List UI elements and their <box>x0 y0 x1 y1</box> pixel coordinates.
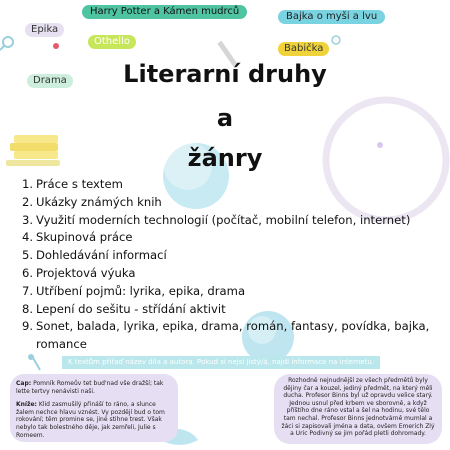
page-title-line1: Literarní druhy <box>123 60 327 88</box>
list-item-number: 8. <box>22 301 34 316</box>
list-item <box>22 265 432 283</box>
note-right-text: Rozhodně nejnudnější ze všech předmětů byly dějiny čar a kouzel, jediný předmět, na který měli ducha. Profesor Binns byl už opravdu velice starý. Jednou usnul před krbem ve sborovně, a když příštího dne ráno vstal a šel na hodinu, své tělo tam nechal. Profesor Binns jednotvárně mumlal a žáci si zapisovali jména a data, ovšem Emerich Zlý a Uric Podivný se jim pořád pletli dohromady. <box>281 377 435 438</box>
page-title-line3: žánry <box>187 144 263 172</box>
list-item <box>22 283 432 301</box>
list-item-text: Využití moderních technologií (počítač, mobilní telefon, internet) <box>36 212 411 227</box>
note-left-text <box>16 380 174 439</box>
list-item-number: 7. <box>22 283 34 298</box>
list-item-text: Ukázky známých knih <box>36 194 162 209</box>
note-left-knize-text: Klid zasmušilý přináší to ráno, a slunce žalem nechce hlavu vznést. Vy pozdějí bud o tom rokování; těm promine se, jiné stihne trest. Však nebylo tak bolestného děje, jak zemřeli, Julie s Romeem. <box>16 401 165 439</box>
list-item-text: Utříbení pojmů: lyrika, epika, drama <box>36 283 246 298</box>
list-item-text: Sonet, balada, lyrika, epika, drama, román, fantasy, povídka, bajka, romance <box>36 319 430 352</box>
list-item <box>22 318 432 354</box>
note-left-cap-text: Pomník Romeův tet bud'nad vše dražší; tak lette tertvy nenávisti naši. <box>16 380 164 395</box>
list-item-number: 3. <box>22 212 34 227</box>
dot-decoration <box>53 43 59 49</box>
star-icon <box>28 354 40 370</box>
list-item <box>22 247 432 265</box>
list-item-text: Lepení do sešitu - střídání aktivit <box>36 301 226 316</box>
tag-othello: Othello <box>88 35 136 49</box>
tag-epika: Epika <box>25 23 64 37</box>
list-item <box>22 212 432 230</box>
magnifier-icon <box>0 37 13 50</box>
list-item-text: Skupinová práce <box>36 230 133 245</box>
list-item-number: 1. <box>22 177 34 191</box>
list-item-text: Projektová výuka <box>36 265 136 280</box>
list-item <box>22 194 432 212</box>
tag-babicka: Babička <box>278 42 329 56</box>
list-item <box>22 176 432 194</box>
page-title-line2: a <box>216 104 234 132</box>
note-left-knize-label: Kníže: <box>16 401 37 409</box>
tag-bajka: Bajka o myši a lvu <box>278 10 385 24</box>
tag-drama: Drama <box>27 74 73 88</box>
instruction-band: K textům přiřaď název díla a autora. Pokud si nejsi jistý/á, najdi informace na internetu. <box>62 356 380 369</box>
list-item <box>22 229 432 247</box>
list-item-number: 2. <box>22 194 34 209</box>
note-left-cap-label: Cap: <box>16 380 32 387</box>
list-item-text: Dohledávání informací <box>36 248 167 263</box>
magnifier-icon-2 <box>332 36 340 44</box>
tag-harry-potter: Harry Potter a Kámen mudrců <box>82 5 247 19</box>
books-icon <box>6 135 60 166</box>
list-item-number: 6. <box>22 265 34 280</box>
list-item-text: Práce s textem <box>36 177 123 191</box>
list-item-number: 9. <box>22 319 34 334</box>
list-item <box>22 301 432 319</box>
list-item-number: 5. <box>22 248 34 263</box>
activity-list <box>22 176 432 354</box>
list-item-number: 4. <box>22 230 34 245</box>
